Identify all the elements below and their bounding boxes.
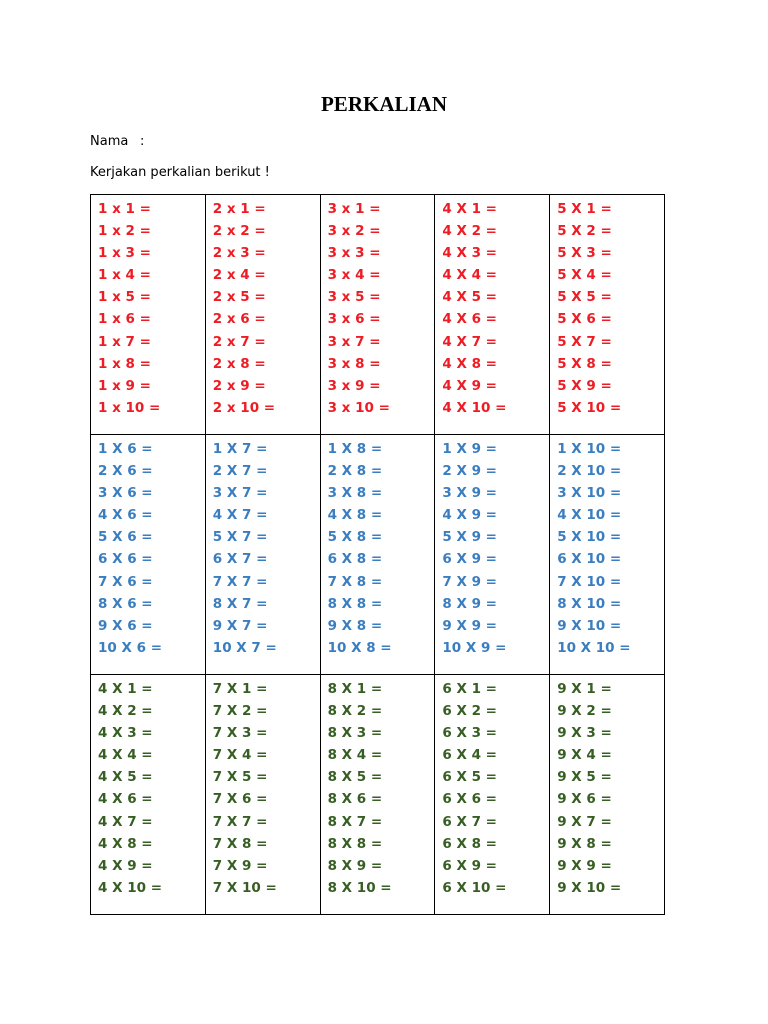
- problem-line: 6 X 8 =: [327, 551, 383, 568]
- problem-line: 7 X 9 =: [212, 857, 268, 874]
- problem-line: 8 X 7 =: [212, 595, 268, 612]
- problem-line: 4 X 10 =: [442, 399, 507, 416]
- problem-line: 2 x 7 =: [212, 333, 266, 350]
- problem-line: 3 X 10 =: [557, 485, 622, 502]
- problem-line: 5 X 6 =: [557, 311, 612, 328]
- problem-line: 6 X 10 =: [557, 551, 622, 568]
- problem-line: 6 X 8 =: [442, 835, 497, 852]
- problem-line: 5 X 3 =: [557, 245, 612, 262]
- problem-line: 8 X 1 =: [327, 681, 383, 697]
- problem-line: 10 X 7 =: [212, 639, 277, 656]
- problem-line: 9 X 6 =: [98, 617, 153, 634]
- problem-line: 1 X 10 =: [557, 441, 622, 457]
- problem-line: 4 X 5 =: [98, 769, 153, 786]
- problem-line: 9 X 5 =: [557, 769, 612, 786]
- problem-line: 9 X 2 =: [557, 703, 612, 720]
- problem-line: 3 x 8 =: [327, 355, 381, 372]
- problem-line: 2 x 5 =: [212, 289, 266, 306]
- problem-line: 4 X 7 =: [212, 507, 268, 524]
- problem-line: 5 X 4 =: [557, 267, 612, 284]
- table-cell: [91, 435, 206, 675]
- problem-line: 2 x 4 =: [212, 267, 266, 284]
- problem-line: 1 X 8 =: [327, 441, 383, 457]
- problem-line: 3 x 9 =: [327, 377, 381, 394]
- problem-line: 1 x 9 =: [98, 377, 151, 394]
- problem-line: 1 x 1 =: [98, 201, 151, 217]
- problem-line: 5 X 8 =: [327, 529, 383, 546]
- problem-line: 6 X 2 =: [442, 703, 497, 720]
- problem-line: 3 X 6 =: [98, 485, 153, 502]
- problem-line: 4 X 6 =: [98, 507, 153, 524]
- problem-line: 9 X 10 =: [557, 879, 622, 896]
- problem-line: 7 X 2 =: [212, 703, 268, 720]
- problem-line: 4 X 8 =: [327, 507, 383, 524]
- table-cell: [435, 675, 550, 915]
- problem-line: 3 x 7 =: [327, 333, 381, 350]
- table-cell: [550, 675, 665, 915]
- problem-line: 7 X 7 =: [212, 573, 268, 590]
- problem-line: 5 X 7 =: [557, 333, 612, 350]
- problem-line: 4 X 4 =: [442, 267, 497, 284]
- table-row: [91, 435, 665, 675]
- problem-line: 5 X 7 =: [212, 529, 268, 546]
- problem-line: 4 X 7 =: [98, 813, 153, 830]
- problem-line: 2 x 9 =: [212, 377, 266, 394]
- name-colon: :: [140, 134, 145, 149]
- problem-line: 5 X 10 =: [557, 529, 622, 546]
- problem-line: 4 X 4 =: [98, 747, 153, 764]
- problem-line: 3 X 9 =: [442, 485, 497, 502]
- problem-line: 9 X 8 =: [557, 835, 612, 852]
- problem-line: 6 X 6 =: [442, 791, 497, 808]
- multiplication-table: [90, 194, 665, 915]
- table-cell: [435, 195, 550, 435]
- problem-line: 4 X 10 =: [557, 507, 622, 524]
- problem-line: 8 X 9 =: [327, 857, 383, 874]
- problem-line: 8 X 2 =: [327, 703, 383, 720]
- table-cell: [91, 195, 206, 435]
- problem-line: 4 X 6 =: [442, 311, 497, 328]
- problem-line: 4 X 2 =: [98, 703, 153, 720]
- problem-line: 9 X 7 =: [212, 617, 268, 634]
- problem-line: 6 X 6 =: [98, 551, 153, 568]
- problem-line: 2 x 10 =: [212, 399, 276, 416]
- problem-line: 4 X 2 =: [442, 223, 497, 240]
- problem-line: 2 x 6 =: [212, 311, 266, 328]
- page-title: PERKALIAN: [320, 92, 447, 116]
- problem-line: 5 X 9 =: [442, 529, 497, 546]
- problem-line: 1 X 9 =: [442, 441, 497, 457]
- problem-line: 6 X 4 =: [442, 747, 497, 764]
- problem-line: 1 x 8 =: [98, 355, 151, 372]
- problem-line: 5 X 9 =: [557, 377, 612, 394]
- problem-line: 5 X 2 =: [557, 223, 612, 240]
- problem-line: 2 X 10 =: [557, 463, 622, 480]
- problem-line: 2 x 8 =: [212, 355, 266, 372]
- table-cell: [320, 435, 435, 675]
- problem-line: 4 X 6 =: [98, 791, 153, 808]
- problem-line: 6 X 7 =: [442, 813, 497, 830]
- problem-line: 3 x 2 =: [327, 223, 381, 240]
- problem-line: 9 X 7 =: [557, 813, 612, 830]
- problem-line: 4 X 9 =: [442, 377, 497, 394]
- problem-line: 7 X 10 =: [212, 879, 277, 896]
- problem-line: 8 X 9 =: [442, 595, 497, 612]
- problem-line: 8 X 10 =: [327, 879, 392, 896]
- problem-line: 8 X 6 =: [98, 595, 153, 612]
- problem-line: 9 X 6 =: [557, 791, 612, 808]
- name-line: [90, 134, 144, 149]
- problem-line: 1 x 4 =: [98, 267, 151, 284]
- problem-line: 4 X 1 =: [98, 681, 153, 697]
- problem-line: 4 X 3 =: [98, 725, 153, 742]
- problem-line: 9 X 4 =: [557, 747, 612, 764]
- problem-line: 6 X 10 =: [442, 879, 507, 896]
- problem-line: 10 X 9 =: [442, 639, 507, 656]
- problem-line: 6 X 9 =: [442, 551, 497, 568]
- problem-line: 7 X 8 =: [212, 835, 268, 852]
- problem-line: 4 X 7 =: [442, 333, 497, 350]
- problem-line: 4 X 9 =: [98, 857, 153, 874]
- problem-line: 1 x 7 =: [98, 333, 151, 350]
- problem-line: 10 X 8 =: [327, 639, 392, 656]
- problem-line: 8 X 7 =: [327, 813, 383, 830]
- problem-line: 9 X 3 =: [557, 725, 612, 742]
- problem-line: 1 x 3 =: [98, 245, 151, 262]
- problem-line: 2 X 8 =: [327, 463, 383, 480]
- problem-line: 7 X 3 =: [212, 725, 268, 742]
- problem-line: 2 x 1 =: [212, 201, 266, 217]
- problem-line: 2 X 9 =: [442, 463, 497, 480]
- instruction-text: Kerjakan perkalian berikut !: [90, 165, 270, 180]
- problem-line: 1 x 10 =: [98, 399, 161, 416]
- problem-line: 3 X 8 =: [327, 485, 383, 502]
- problem-line: 3 x 4 =: [327, 267, 381, 284]
- problem-line: 10 X 10 =: [557, 639, 631, 656]
- problem-line: 6 X 9 =: [442, 857, 497, 874]
- problem-line: 7 X 5 =: [212, 769, 268, 786]
- problem-line: 7 X 6 =: [212, 791, 268, 808]
- table-row: [91, 675, 665, 915]
- problem-line: 8 X 8 =: [327, 835, 383, 852]
- problem-line: 5 X 8 =: [557, 355, 612, 372]
- table-cell: [205, 195, 320, 435]
- problem-line: 9 X 9 =: [557, 857, 612, 874]
- problem-line: 7 X 10 =: [557, 573, 622, 590]
- problem-line: 1 X 6 =: [98, 441, 153, 457]
- table-cell: [550, 435, 665, 675]
- problem-line: 1 X 7 =: [212, 441, 268, 457]
- problem-line: 5 X 6 =: [98, 529, 153, 546]
- problem-line: 1 x 2 =: [98, 223, 151, 240]
- problem-line: 2 x 2 =: [212, 223, 266, 240]
- problem-line: 2 x 3 =: [212, 245, 266, 262]
- problem-line: 8 X 4 =: [327, 747, 383, 764]
- name-label: Nama: [90, 134, 129, 149]
- table-cell: [205, 675, 320, 915]
- problem-line: 4 X 10 =: [98, 879, 162, 896]
- problem-line: 6 X 3 =: [442, 725, 497, 742]
- table-cell: [435, 435, 550, 675]
- problem-line: 4 X 8 =: [442, 355, 497, 372]
- problem-line: 7 X 6 =: [98, 573, 153, 590]
- problem-line: 4 X 9 =: [442, 507, 497, 524]
- problem-line: 7 X 1 =: [212, 681, 268, 697]
- problem-line: 4 X 1 =: [442, 201, 497, 217]
- problem-line: 1 x 6 =: [98, 311, 151, 328]
- problem-line: 4 X 5 =: [442, 289, 497, 306]
- problem-line: 5 X 5 =: [557, 289, 612, 306]
- problem-line: 7 X 9 =: [442, 573, 497, 590]
- problem-line: 2 X 7 =: [212, 463, 268, 480]
- problem-line: 9 X 8 =: [327, 617, 383, 634]
- problem-line: 10 X 6 =: [98, 639, 162, 656]
- problem-line: 3 x 6 =: [327, 311, 381, 328]
- table-cell: [320, 675, 435, 915]
- table-cell: [91, 675, 206, 915]
- problem-line: 6 X 7 =: [212, 551, 268, 568]
- problem-line: 3 x 3 =: [327, 245, 381, 262]
- problem-line: 8 X 10 =: [557, 595, 622, 612]
- table-row: [91, 195, 665, 435]
- problem-line: 3 x 1 =: [327, 201, 381, 217]
- problem-line: 4 X 8 =: [98, 835, 153, 852]
- problem-line: 5 X 10 =: [557, 399, 622, 416]
- problem-line: 5 X 1 =: [557, 201, 612, 217]
- problem-line: 6 X 1 =: [442, 681, 497, 697]
- multiplication-table-body: [91, 195, 665, 915]
- problem-line: 3 x 10 =: [327, 399, 390, 416]
- problem-line: 7 X 4 =: [212, 747, 268, 764]
- problem-line: 4 X 3 =: [442, 245, 497, 262]
- problem-line: 8 X 5 =: [327, 769, 383, 786]
- problem-line: 9 X 10 =: [557, 617, 622, 634]
- problem-line: 8 X 3 =: [327, 725, 383, 742]
- table-cell: [550, 195, 665, 435]
- problem-line: 7 X 7 =: [212, 813, 268, 830]
- problem-line: 7 X 8 =: [327, 573, 383, 590]
- table-cell: [320, 195, 435, 435]
- problem-line: 9 X 1 =: [557, 681, 612, 697]
- problem-line: 2 X 6 =: [98, 463, 153, 480]
- problem-line: 3 x 5 =: [327, 289, 381, 306]
- problem-line: 3 X 7 =: [212, 485, 268, 502]
- problem-line: 8 X 6 =: [327, 791, 383, 808]
- problem-line: 9 X 9 =: [442, 617, 497, 634]
- table-cell: [205, 435, 320, 675]
- problem-line: 6 X 5 =: [442, 769, 497, 786]
- problem-line: 1 x 5 =: [98, 289, 151, 306]
- problem-line: 8 X 8 =: [327, 595, 383, 612]
